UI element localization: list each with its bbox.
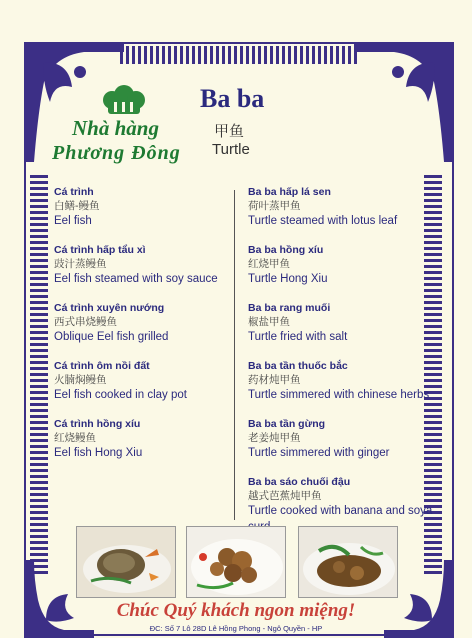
menu-item	[248, 244, 438, 302]
menu-column-left	[54, 186, 232, 476]
dish-name-cn: 荷叶蒸甲鱼	[248, 200, 301, 212]
title-english: Turtle	[212, 141, 250, 158]
footer-address: ĐC: Số 7 Lô 28D Lê Hồng Phong - Ngô Quyền - HP	[149, 624, 323, 633]
dish-name-vn: Cá trình xuyên nướng	[54, 302, 165, 314]
dish-name-cn: 西式串烧鳗鱼	[54, 316, 117, 328]
menu-item	[248, 418, 438, 476]
title-chinese: 甲鱼	[214, 123, 245, 140]
dish-name-en: Turtle simmered with ginger	[248, 447, 390, 459]
dish-name-vn: Ba ba hồng xíu	[248, 244, 324, 256]
dish-photo-fried-pieces	[186, 526, 286, 598]
dish-photo-stew	[298, 526, 398, 598]
dish-name-cn: 药材炖甲鱼	[248, 374, 301, 386]
ornament-top-right	[354, 42, 454, 162]
dish-name-en: Turtle Hong Xiu	[248, 273, 328, 285]
menu-item	[248, 186, 438, 244]
dish-name-cn: 火腩焖鳗鱼	[54, 374, 107, 386]
menu-column-right	[248, 186, 438, 534]
page-title: Ba ba	[200, 84, 265, 113]
dish-name-vn: Ba ba sáo chuối đậu	[248, 476, 351, 488]
menu-item	[54, 360, 232, 418]
dish-name-cn: 椒盐甲鱼	[248, 316, 290, 328]
dish-photo-turtle-platter	[76, 526, 176, 598]
dish-name-en: Eel fish	[54, 215, 92, 227]
dish-name-en: Turtle simmered with chinese herbs	[248, 389, 430, 401]
dish-name-en: Eel fish cooked in clay pot	[54, 389, 187, 401]
menu-item	[54, 302, 232, 360]
footer-slogan: Chúc Quý khách ngon miệng!	[116, 600, 356, 621]
dish-name-en: Oblique Eel fish grilled	[54, 331, 169, 343]
dish-name-vn: Ba ba hấp lá sen	[248, 186, 331, 198]
dish-name-vn: Cá trình	[54, 186, 94, 198]
menu-item	[248, 302, 438, 360]
dish-name-cn: 老姜炖甲鱼	[248, 432, 301, 444]
dish-photos	[76, 526, 396, 600]
logo-text-line1: Nhà hàng	[72, 116, 159, 140]
menu-item	[54, 244, 232, 302]
dish-name-vn: Cá trình ôm nồi đất	[54, 360, 150, 372]
dish-name-cn: 豉汁蒸鳗鱼	[54, 258, 107, 270]
dish-name-cn: 红烧甲鱼	[248, 258, 290, 270]
dish-name-en: Turtle steamed with lotus leaf	[248, 215, 398, 227]
column-divider	[234, 190, 235, 520]
dish-name-en: Eel fish steamed with soy sauce	[54, 273, 218, 285]
dish-name-cn: 越式芭蕉炖甲鱼	[248, 490, 322, 502]
menu-item	[54, 418, 232, 476]
dish-name-cn: 红烧鳗鱼	[54, 432, 96, 444]
menu-item	[54, 186, 232, 244]
dish-name-vn: Cá trình hồng xíu	[54, 418, 141, 430]
dish-name-vn: Ba ba rang muối	[248, 302, 331, 314]
dish-name-en: Turtle fried with salt	[248, 331, 348, 343]
dish-name-vn: Ba ba tần thuốc bắc	[248, 360, 348, 372]
logo-text-line2: Phương Đông	[52, 142, 181, 164]
dish-name-en: Eel fish Hong Xiu	[54, 447, 143, 459]
dish-name-en: Turtle cooked with banana and soya	[248, 505, 433, 517]
dish-name-vn: Ba ba tần gừng	[248, 418, 326, 430]
dish-name-cn: 白鳝-鳗鱼	[54, 200, 100, 212]
frame-band-left	[30, 175, 48, 575]
frame-band-top	[120, 46, 360, 64]
menu-item	[248, 360, 438, 418]
dish-name-vn: Cá trình hấp tẩu xì	[54, 244, 146, 256]
